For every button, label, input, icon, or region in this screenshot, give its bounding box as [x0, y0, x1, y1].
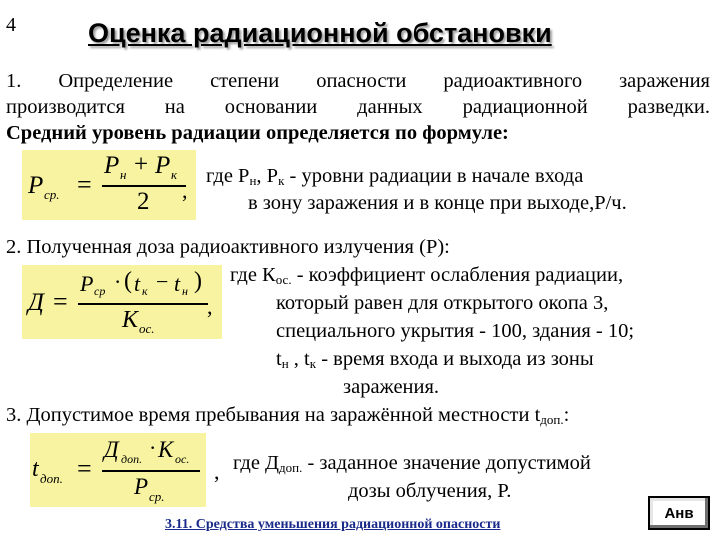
- formula2-t2: t: [174, 271, 181, 296]
- section1-intro: [6, 68, 710, 146]
- formula1-num-a: P: [104, 152, 120, 179]
- section2-description: где $К_{ос.}$ - коэффициент ослабления радиации,: [230, 264, 624, 287]
- slide-number: 4: [6, 14, 16, 36]
- formula3-num-a-sub: доп.: [121, 452, 143, 466]
- anv-button[interactable]: [648, 496, 710, 530]
- slide-title: Оценка радиационной обстановки: [88, 18, 552, 48]
- formula2-den: K: [122, 307, 139, 333]
- formula3-den: P: [134, 474, 149, 499]
- formula2-t1-sub: к: [142, 284, 148, 298]
- formula2-lpar: (: [124, 268, 132, 294]
- formula1-lhs-sub: ср.: [44, 187, 60, 202]
- formula-dose: [22, 265, 222, 339]
- formula3-lhs-sub: доп.: [40, 471, 63, 486]
- formula2-dot: ·: [114, 269, 122, 294]
- formula1-comma: ,: [182, 178, 188, 203]
- formula3-dot: ·: [149, 435, 157, 460]
- formula3-num-b: K: [158, 437, 174, 462]
- section1-line1: 1. Определение степени опасности радиоактивного заражения: [6, 70, 710, 92]
- formula1-plus: +: [134, 151, 149, 178]
- formula3-eq: =: [77, 454, 92, 483]
- formula1-fraction-bar: [102, 185, 186, 187]
- formula2-num-p: P: [80, 271, 94, 296]
- formula1-eq: =: [77, 170, 92, 199]
- formula1-lhs: P: [28, 172, 44, 199]
- formula1-num-b: P: [155, 152, 171, 179]
- formula3-lhs: t: [32, 456, 39, 482]
- formula1-den: 2: [137, 188, 150, 215]
- section3-intro: 3. Допустимое время пребывания на заражённой местности $t_{доп.}$:: [6, 404, 570, 427]
- formula2-minus: −: [156, 269, 169, 294]
- anv-button-label: Анв: [664, 504, 694, 522]
- section2-description-line4: $t_н$ , $t_к$ - время входа и выхода из зоны: [276, 348, 594, 371]
- section3-description: где $Д_{доп.}$ - заданное значение допустимой: [233, 452, 591, 475]
- section1-line3: Средний уровень радиации определяется по формуле:: [6, 122, 509, 144]
- formula2-t2-sub: н: [182, 284, 188, 298]
- next-topic-link[interactable]: 3.11. Средства уменьшения радиационной опасности: [165, 517, 501, 532]
- formula2-fraction-bar: [78, 303, 208, 305]
- formula2-t1: t: [134, 271, 141, 296]
- section1-description: где $Р_н$, $Р_к$ - уровни радиации в начале входа: [206, 165, 584, 188]
- formula-allowed-time: [30, 433, 206, 507]
- formula1-num-b-sub: к: [171, 167, 178, 182]
- section3-description-line2: дозы облучения, Р.: [348, 480, 512, 502]
- formula2-eq: =: [53, 287, 68, 316]
- section1-line2: производится на основании данных радиационной разведки.: [6, 96, 710, 118]
- section2-description-line5: заражения.: [343, 376, 440, 398]
- formula1-num-a-sub: н: [120, 167, 127, 182]
- formula3-num-a: Д: [104, 437, 119, 462]
- section2-intro: 2. Полученная доза радиоактивного излучения (Р):: [6, 236, 450, 258]
- formula3-num-b-sub: ос.: [175, 452, 190, 466]
- formula2-den-sub: ос.: [139, 321, 155, 336]
- formula3-fraction-bar: [102, 470, 200, 472]
- section2-description-line3: специального укрытия - 100, здания - 10;: [276, 320, 635, 342]
- formula3-den-sub: ср.: [149, 489, 165, 504]
- formula2-lhs: Д: [28, 289, 44, 316]
- formula3-comma: ,: [214, 459, 220, 484]
- formula-average-radiation: [22, 150, 196, 220]
- formula2-rpar: ): [194, 268, 202, 294]
- section2-description-line2: который равен для открытого окопа 3,: [276, 292, 609, 314]
- section1-description-line2: в зону заражения и в конце при выходе,Р/ч.: [248, 192, 627, 214]
- formula2-comma: ,: [207, 294, 213, 319]
- formula2-num-p-sub: ср: [94, 284, 106, 298]
